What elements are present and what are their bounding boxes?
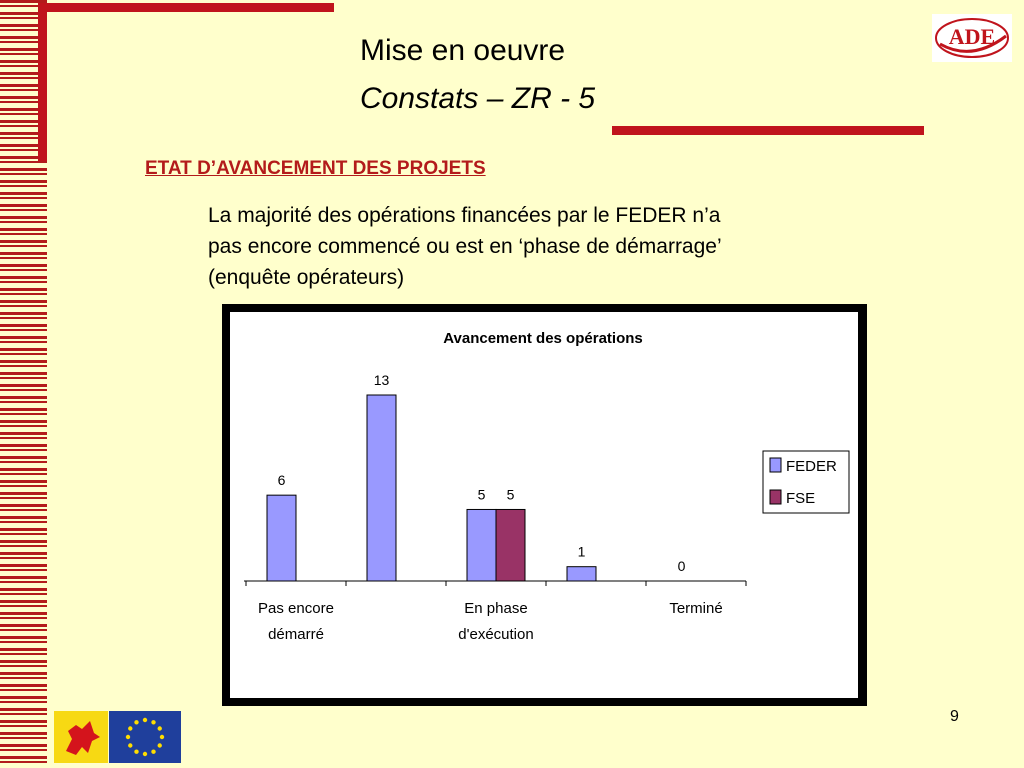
bar-feder <box>467 509 496 581</box>
wallonia-rooster-flag-icon <box>54 711 108 763</box>
eu-star <box>126 735 130 739</box>
chart-title: Avancement des opérations <box>443 330 643 347</box>
category-label: Pas encore <box>258 600 334 617</box>
eu-star <box>160 735 164 739</box>
bar-feder <box>267 495 296 581</box>
category-label: En phase <box>464 600 528 617</box>
data-label: 0 <box>677 558 686 574</box>
logo-text: ADE <box>948 24 996 49</box>
data-label: 5 <box>477 486 486 503</box>
body-line: (enquête opérateurs) <box>208 266 405 289</box>
decorative-vertical-bar <box>38 3 47 161</box>
slide-title: Mise en oeuvre <box>360 34 566 67</box>
page-number: 9 <box>950 708 959 725</box>
body-line: La majorité des opérations financées par le FEDER n’a <box>208 204 721 227</box>
eu-star <box>134 750 138 754</box>
eu-star <box>158 726 162 730</box>
data-label: 1 <box>577 543 586 560</box>
eu-star <box>158 743 162 747</box>
legend-swatch <box>770 490 781 504</box>
eu-star <box>128 743 132 747</box>
bar-chart <box>230 312 858 698</box>
chart-background <box>230 312 858 698</box>
bar-feder <box>567 567 596 581</box>
ade-logo-icon <box>932 14 1012 62</box>
legend-swatch <box>770 458 781 472</box>
category-label: d'exécution <box>458 626 534 643</box>
eu-star <box>151 720 155 724</box>
decorative-right-bar <box>612 126 924 135</box>
eu-flag-icon <box>109 711 181 763</box>
bar-feder <box>367 395 396 581</box>
body-text <box>208 200 858 293</box>
legend-label: FSE <box>786 490 816 507</box>
section-heading: ETAT D’AVANCEMENT DES PROJETS <box>145 158 486 179</box>
eu-star <box>128 726 132 730</box>
category-label: Terminé <box>669 600 723 617</box>
category-label: démarré <box>268 626 324 643</box>
legend-label: FEDER <box>786 458 837 475</box>
eu-star <box>134 720 138 724</box>
data-label: 6 <box>277 472 286 489</box>
slide-subtitle: Constats – ZR - 5 <box>360 82 596 115</box>
eu-star <box>143 752 147 756</box>
decorative-top-bar <box>38 3 334 12</box>
eu-star <box>151 750 155 754</box>
chart-legend <box>763 451 849 513</box>
data-label: 5 <box>506 486 515 503</box>
bar-fse <box>496 509 525 581</box>
data-label: 13 <box>373 372 390 388</box>
eu-star <box>143 718 147 722</box>
body-line: pas encore commencé ou est en ‘phase de démarrage’ <box>208 235 722 258</box>
